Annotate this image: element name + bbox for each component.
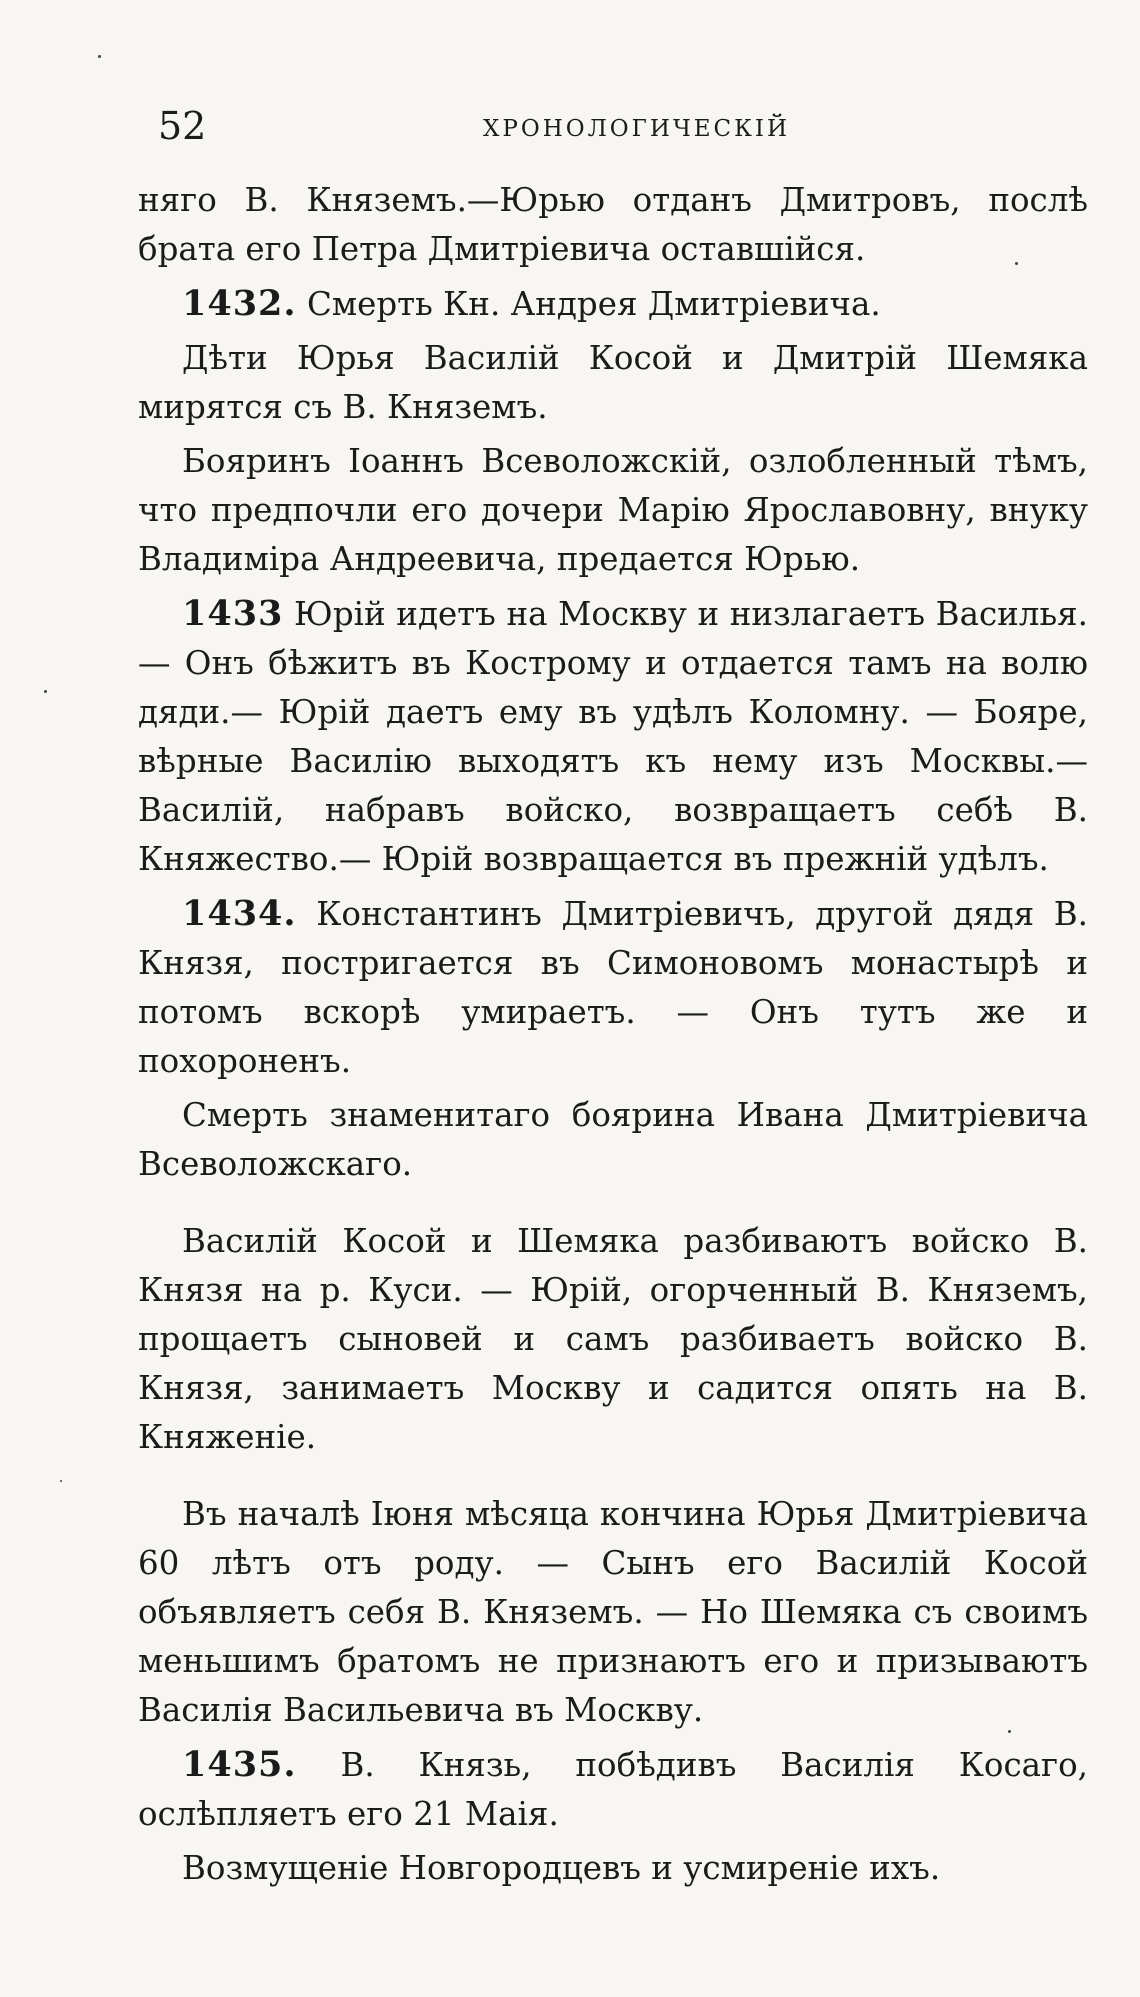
paragraph-text: Константинъ Дмитріевичъ, другой дядя В. Князя, постригается въ Симоновомъ монастырѣ и потомъ вскорѣ умираетъ. — Онъ тутъ же и похороненъ. [138, 895, 1088, 1080]
body-text [138, 176, 1088, 1893]
paragraph-text: Смерть Кн. Андрея Дмитріевича. [306, 285, 881, 323]
paragraph [138, 1091, 1088, 1189]
year-entry [138, 589, 1088, 884]
paragraph [138, 176, 1088, 274]
paragraph [138, 334, 1088, 432]
paragraph-text: Дѣти Юрья Василій Косой и Дмитрій Шемяка мирятся съ В. Княземъ. [138, 339, 1088, 426]
paragraph-text: Василій Косой и Шемяка разбиваютъ войско В. Князя на р. Куси. — Юрій, огорченный В. Княземъ, прощаетъ сыновей и самъ разбиваетъ войско В. Князя, занимаетъ Москву и садится опять на В. Княженіе. [138, 1222, 1088, 1456]
page-number: 52 [158, 104, 207, 148]
paragraph [138, 1844, 1088, 1893]
paragraph-text: няго В. Княземъ.—Юрью отданъ Дмитровъ, послѣ брата его Петра Дмитріевича оставшійся. [138, 181, 1088, 268]
scan-speck [1008, 1730, 1011, 1733]
year-label: 1434. [182, 893, 297, 934]
scan-speck [60, 1480, 62, 1482]
paragraph [138, 1490, 1088, 1735]
scan-speck [44, 690, 47, 693]
paragraph-text: Юрій идетъ на Москву и низлагаетъ Василья.— Онъ бѣжитъ въ Кострому и отдается тамъ на волю дяди.— Юрій даетъ ему въ удѣлъ Коломну. — Бояре, вѣрные Василію выходятъ къ нему изъ Москвы.—Василій, набравъ войско, возвращаетъ себѣ В. Княжество.— Юрій возвращается въ прежній удѣлъ. [138, 595, 1088, 878]
year-entry [138, 889, 1088, 1086]
scan-speck [98, 55, 101, 58]
year-label: 1432. [182, 283, 297, 324]
year-entry [138, 1740, 1088, 1839]
year-entry [138, 279, 1088, 329]
paragraph [138, 1217, 1088, 1462]
year-label: 1435. [182, 1744, 297, 1785]
paragraph-text: В. Князь, побѣдивъ Василія Косаго, ослѣпляетъ его 21 Маія. [138, 1746, 1088, 1833]
year-label: 1433 [182, 593, 284, 634]
page-header [158, 104, 1088, 154]
running-head: ХРОНОЛОГИЧЕСКІЙ [483, 116, 791, 142]
paragraph [138, 437, 1088, 584]
paragraph-text: Смерть знаменитаго боярина Ивана Дмитріевича Всеволожскаго. [138, 1096, 1088, 1183]
paragraph-text: Бояринъ Іоаннъ Всеволожскій, озлобленный тѣмъ, что предпочли его дочери Марію Ярославовну, внуку Владиміра Андреевича, предается Юрью. [138, 442, 1088, 578]
scan-speck [1015, 262, 1018, 265]
paragraph-text: Въ началѣ Іюня мѣсяца кончина Юрья Дмитріевича 60 лѣтъ отъ роду. — Сынъ его Василій Косой объявляетъ себя В. Княземъ. — Но Шемяка съ своимъ меньшимъ братомъ не признаютъ его и призываютъ Василія Васильевича въ Москву. [138, 1495, 1088, 1729]
paragraph-text: Возмущеніе Новгородцевъ и усмиреніе ихъ. [182, 1849, 941, 1887]
